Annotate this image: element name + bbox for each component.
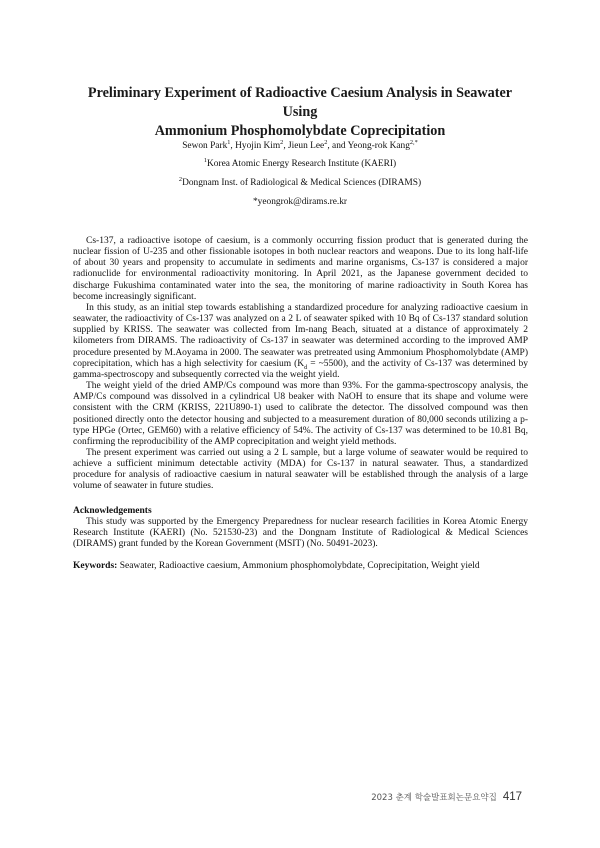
paragraph-2-part-a: In this study, as an initial step towards establishing a standardized procedure for analyzing radioactive caesium in seawater, the radioactivity of Cs-137 was analyzed on a 2 L of seawater spiked with 10 Bq of Cs-137 standard solution supplied by KRISS. The seawater was collected from Im-nang Beach, situated at a distance of approximately 2 kilometers from DIRAMS. The radioactivity of Cs-137 in seawater was determined according to the improved AMP procedure presented by M.Aoyama in 2000. The seawater was pretreated using Ammonium Phosphomolybdate (AMP) coprecipitation, which has a high selectivity for caesium (K	[73, 302, 528, 369]
author-4-affil: 2,*	[409, 138, 418, 146]
proceedings-label: 2023 춘계 학술발표회논문요약집	[371, 793, 497, 803]
corresponding-email[interactable]: *yeongrok@dirams.re.kr	[252, 197, 348, 207]
title-line-1: Preliminary Experiment of Radioactive Caesium Analysis in Seawater Using	[87, 85, 513, 120]
author-1-affil: 1	[227, 138, 231, 146]
affiliation-1	[40, 158, 560, 170]
paragraph-2	[73, 303, 528, 381]
author-4: , and Yeong-rok Kang	[327, 141, 410, 151]
affiliation-2-marker: 2	[178, 175, 183, 183]
paragraph-3: The weight yield of the dried AMP/Cs compound was more than 93%. For the gamma-spectroscopy analysis, the AMP/Cs compound was dissolved in a cylindrical U8 beaker with NaOH to ensure that its shape and volume were consistent with the CRM (KRISS, 221U890-1) used to calibrate the detector. The dissolved compound was then positioned directly onto the detector housing and subjected to a measurement duration of 80,000 seconds utilizing a p-type HPGe (Ortec, GEM60) with a relative efficiency of 54%. The activity of Cs-137 was determined to be 10.81 Bq, confirming the reproducibility of the AMP coprecipitation and weight yield methods.	[73, 381, 528, 447]
title-line-2: Ammonium Phosphomolybdate Coprecipitation	[154, 123, 446, 139]
page-footer	[371, 790, 522, 804]
keywords-text: Seawater, Radioactive caesium, Ammonium phosphomolybdate, Coprecipitation, Weight yield	[117, 561, 480, 572]
paragraph-2-part-b: = ~5500), and the activity of Cs-137 was determined by gamma-spectroscopy and subsequently corrected via the weight yield.	[73, 358, 528, 380]
affiliation-1-marker: 1	[203, 156, 208, 164]
author-3: , Jieun Lee	[283, 141, 325, 151]
keywords-label: Keywords:	[73, 561, 118, 572]
keywords	[73, 561, 528, 572]
acknowledgements-text: This study was supported by the Emergency Preparedness for nuclear research facilities in Korea Atomic Energy Research Institute (KAERI) (No. 521530-23) and the Dongnam Institute of Radiological & Medical Sciences (DIRAMS) grant funded by the Korean Government (MSIT) (No. 50491-2023).	[73, 516, 528, 550]
author-2-affil: 2	[280, 138, 284, 146]
paragraph-1: Cs-137, a radioactive isotope of caesium, is a commonly occurring fission product that is generated during the nuclear fission of U-235 and other fissionable isotopes in both nuclear reactors and weapons. Due to its long half-life of about 30 years and propensity to accumulate in sediments and marine organisms, Cs-137 is considered a major radionuclide for environmental radioactivity monitoring. In April 2021, as the Japanese government decided to discharge Fukushima contaminated water into the sea, the monitoring of marine radioactivity in South Korea has become increasingly significant.	[73, 236, 528, 302]
affiliation-2-text: Dongnam Inst. of Radiological & Medical Sciences (DIRAMS)	[182, 178, 422, 188]
kd-subscript: d	[304, 363, 308, 371]
acknowledgements-heading: Acknowledgements	[73, 505, 152, 516]
paper-title	[70, 84, 530, 141]
author-2: , Hyojin Kim	[230, 141, 281, 151]
paragraph-4: The present experiment was carried out using a 2 L sample, but a large volume of seawater would be required to achieve a sufficient minimum detectable activity (MDA) for Cs-137 in natural seawater. Thus, a standardized procedure for analysis of radioactive caesium in natural seawater will be established through the analysis of a large volume of seawater in future studies.	[73, 447, 528, 492]
affiliation-2	[40, 177, 560, 189]
author-3-affil: 2	[324, 138, 328, 146]
author-1: Sewon Park	[182, 141, 228, 151]
affiliation-1-text: Korea Atomic Energy Research Institute (KAERI)	[207, 159, 397, 169]
author-list	[40, 140, 560, 152]
abstract-body	[73, 236, 528, 572]
page-number: 417	[502, 791, 522, 803]
